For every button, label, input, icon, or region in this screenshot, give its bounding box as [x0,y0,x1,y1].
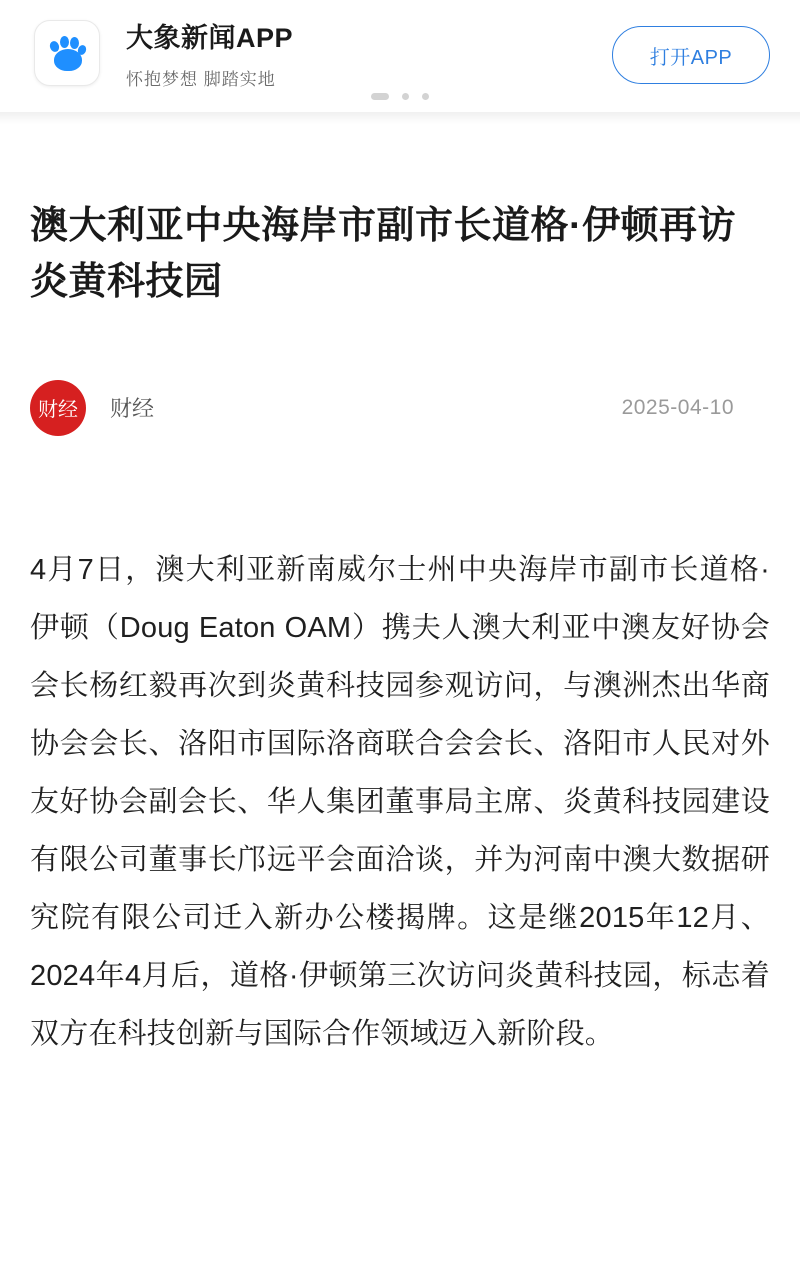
app-subtitle: 怀抱梦想 脚踏实地 [126,70,276,90]
app-title: 大象新闻APP [126,23,294,53]
article-container [0,124,800,1063]
open-app-button[interactable]: 打开APP [612,26,770,84]
article-meta [30,380,770,436]
carousel-dot-3[interactable] [422,93,429,100]
source-label[interactable]: 财经 [110,396,155,422]
paw-icon [47,33,87,73]
carousel-dot-2[interactable] [402,93,409,100]
app-info [126,14,293,90]
article-body: 4月7日，澳大利亚新南威尔士州中央海岸市副市长道格·伊顿（Doug Eaton OAM）携夫人澳大利亚中澳友好协会会长杨红毅再次到炎黄科技园参观访问，与澳洲杰出华商协会会长、洛阳市国际洛商联合会会长、洛阳市人民对外友好协会副会长、华人集团董事局主席、炎黄科技园建设有限公司董事长邝远平会面洽谈，并为河南中澳大数据研究院有限公司迁入新办公楼揭牌。这是继2015年12月、2024年4月后，道格·伊顿第三次访问炎黄科技园，标志着双方在科技创新与国际合作领域迈入新阶段。 [30,553,770,1050]
carousel-dot-1[interactable] [371,93,389,100]
page-title: 澳大利亚中央海岸市副市长道格·伊顿再访炎黄科技园 [30,205,737,303]
category-badge: 财经 [30,380,86,436]
app-icon [34,20,100,86]
publish-date: 2025-04-10 [621,395,734,419]
app-promo-banner[interactable] [0,0,800,112]
carousel-dots[interactable] [0,93,800,100]
banner-divider [0,112,800,124]
